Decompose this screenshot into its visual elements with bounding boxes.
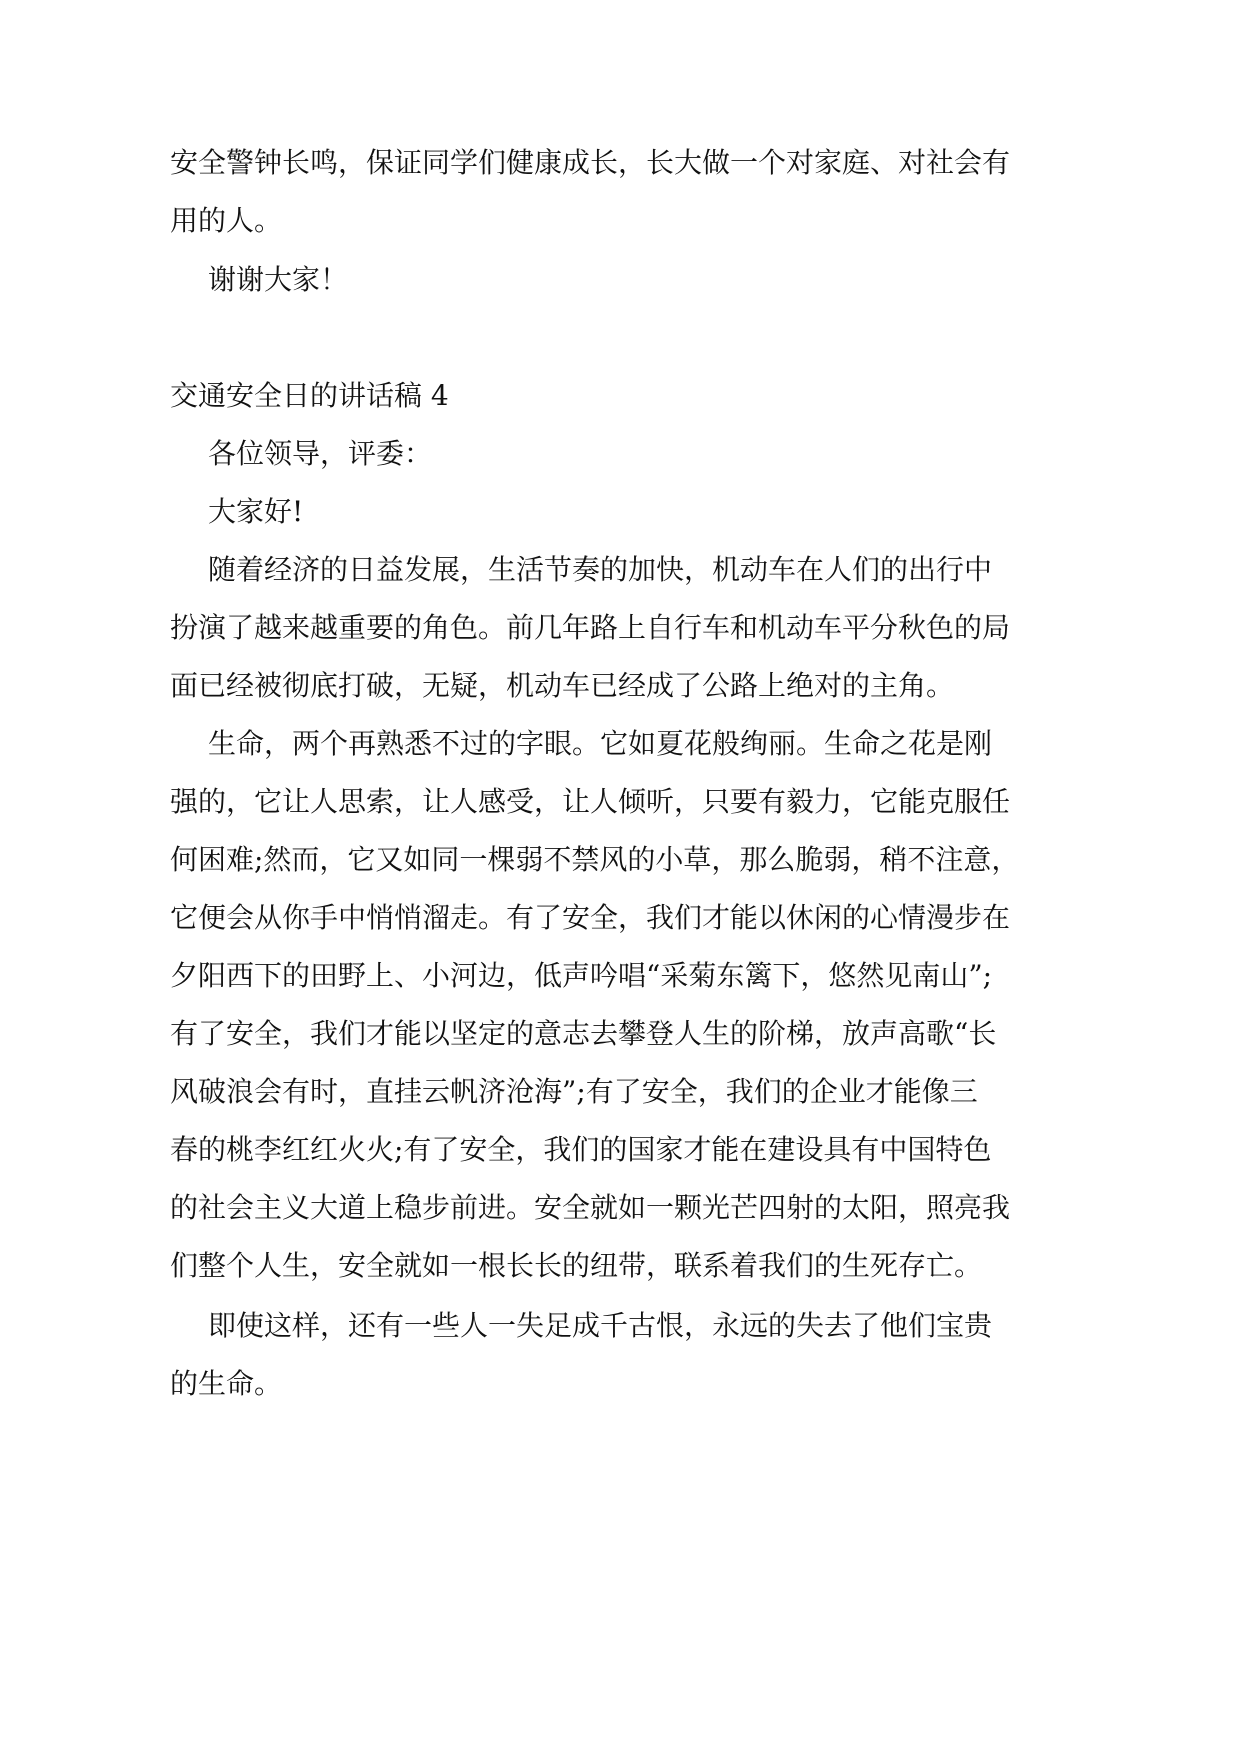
text-line: 的社会主义大道上稳步前进。安全就如一颗光芒四射的太阳，照亮我 [170, 1191, 1011, 1224]
text-line: 它便会从你手中悄悄溜走。有了安全，我们才能以休闲的心情漫步在 [170, 901, 1011, 934]
salutation: 各位领导，评委： [208, 437, 433, 470]
text-line: 有了安全，我们才能以坚定的意志去攀登人生的阶梯，放声高歌“长 [170, 1017, 997, 1050]
closing-line: 谢谢大家！ [208, 263, 349, 296]
text-line: 风破浪会有时，直挂云帆济沧海”;有了安全，我们的企业才能像三 [170, 1075, 978, 1108]
text-line: 们整个人生，安全就如一根长长的纽带，联系着我们的生死存亡。 [170, 1249, 983, 1282]
text-line: 用的人。 [170, 204, 283, 237]
text-line: 随着经济的日益发展，生活节奏的加快，机动车在人们的出行中 [208, 553, 993, 586]
section-title: 交通安全日的讲话稿 4 [170, 379, 449, 412]
text-line: 春的桃李红红火火;有了安全，我们的国家才能在建设具有中国特色 [170, 1133, 992, 1166]
text-line: 即使这样，还有一些人一失足成千古恨，永远的失去了他们宝贵 [208, 1309, 993, 1342]
text-line: 强的，它让人思索，让人感受，让人倾听，只要有毅力，它能克服任 [170, 785, 1011, 818]
text-line: 夕阳西下的田野上、小河边，低声吟唱“采菊东篱下，悠然见南山”; [170, 959, 993, 992]
text-line: 的生命。 [170, 1367, 283, 1400]
text-line: 何困难;然而，它又如同一棵弱不禁风的小草，那么脆弱，稍不注意， [170, 843, 1020, 876]
text-line: 扮演了越来越重要的角色。前几年路上自行车和机动车平分秋色的局 [170, 611, 1011, 644]
text-line: 安全警钟长鸣，保证同学们健康成长，长大做一个对家庭、对社会有 [170, 146, 1011, 179]
text-line: 面已经被彻底打破，无疑，机动车已经成了公路上绝对的主角。 [170, 669, 955, 702]
text-line: 生命，两个再熟悉不过的字眼。它如夏花般绚丽。生命之花是刚 [208, 727, 993, 760]
greeting: 大家好! [208, 495, 304, 528]
